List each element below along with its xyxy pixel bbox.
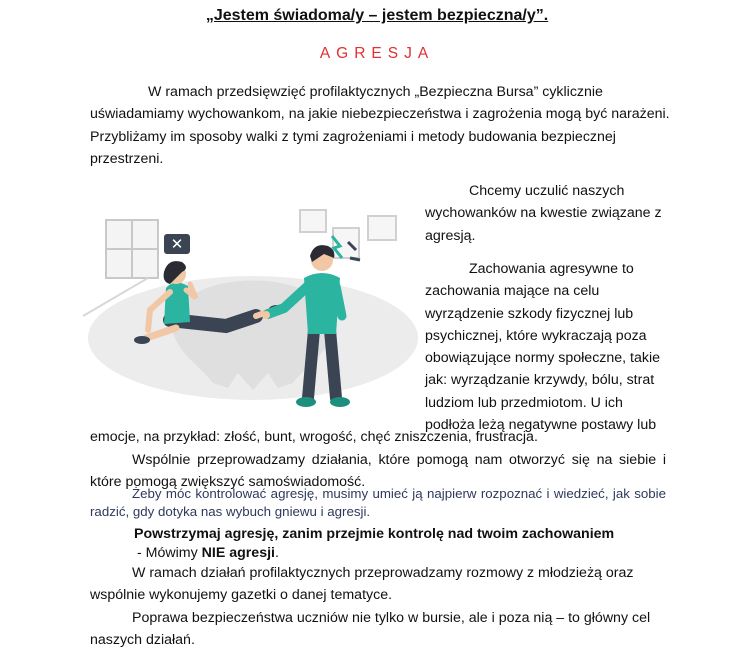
window-left: [106, 220, 158, 278]
definition-continuation: emocje, na przykład: złość, bunt, wrogość, chęć zniszczenia, frustracja.: [90, 429, 538, 445]
shock-mark-3: [350, 258, 360, 260]
control-text: Żeby móc kontrolować agresję, musimy umieć ją najpierw rozpoznać i wiedzieć, jak sobie radzić, gdy dotyka nas wybuch gniewu i agresji.: [90, 486, 666, 519]
talks-paragraph: [90, 562, 666, 607]
angry-bubble-x: ✕: [170, 235, 184, 253]
sensitize-text: Chcemy uczulić naszych wychowanków na kwestie związane z agresją.: [425, 183, 662, 244]
say-prefix: - Mówimy: [137, 545, 202, 561]
definition-text: Zachowania agresywne to zachowania mające na celu wyrządzenie szkody fizycznej lub psychicznej, które wykraczają poza obowiązujące normy społeczne, takie jak: wyrządzanie krzywdy, bólu, strat ludziom lub przedmiotom. U ich podłoża leżą negatywne postawy lub: [425, 261, 661, 434]
sensitize-paragraph: [425, 180, 675, 247]
say-no-bold: NIE agresji: [201, 545, 275, 561]
say-suffix: .: [274, 545, 279, 561]
control-paragraph: [90, 485, 666, 521]
intro-paragraph: [90, 81, 690, 170]
page-title: „Jestem świadoma/y – jestem bezpieczna/y”.: [205, 7, 549, 24]
talks-text: W ramach działań profilaktycznych przeprowadzamy rozmowy z młodzieżą oraz wspólnie wykonujemy gazetki o danej tematyce.: [90, 565, 634, 604]
definition-paragraph: [425, 258, 675, 436]
page-subtitle: AGRESJA: [319, 45, 435, 62]
stop-aggression-heading: Powstrzymaj agresję, zanim przejmie kontrolę nad twoim zachowaniem: [134, 526, 615, 542]
goal-paragraph: [90, 607, 666, 652]
goal-text: Poprawa bezpieczeństwa uczniów nie tylko w bursie, ale i poza nią – to główny cel naszych działań.: [90, 610, 651, 649]
intro-text: W ramach przedsięwzięć profilaktycznych „Bezpieczna Bursa” cyklicznie uświadamiamy wychowankom, na jakie niebezpieczeństwa i zagrożenia mogą być narażeni. Przybliżamy im sposoby walki z tymi zagrożeniami i metody budowania bezpiecznej przestrzeni.: [90, 84, 670, 167]
together-text: Wspólnie przeprowadzamy działania, które pomogą nam otworzyć się na siebie i które pomogą zwiększyć samoświadomość.: [90, 452, 666, 491]
say-no-line: [137, 543, 657, 563]
aggression-scene-illustration: [78, 198, 423, 428]
